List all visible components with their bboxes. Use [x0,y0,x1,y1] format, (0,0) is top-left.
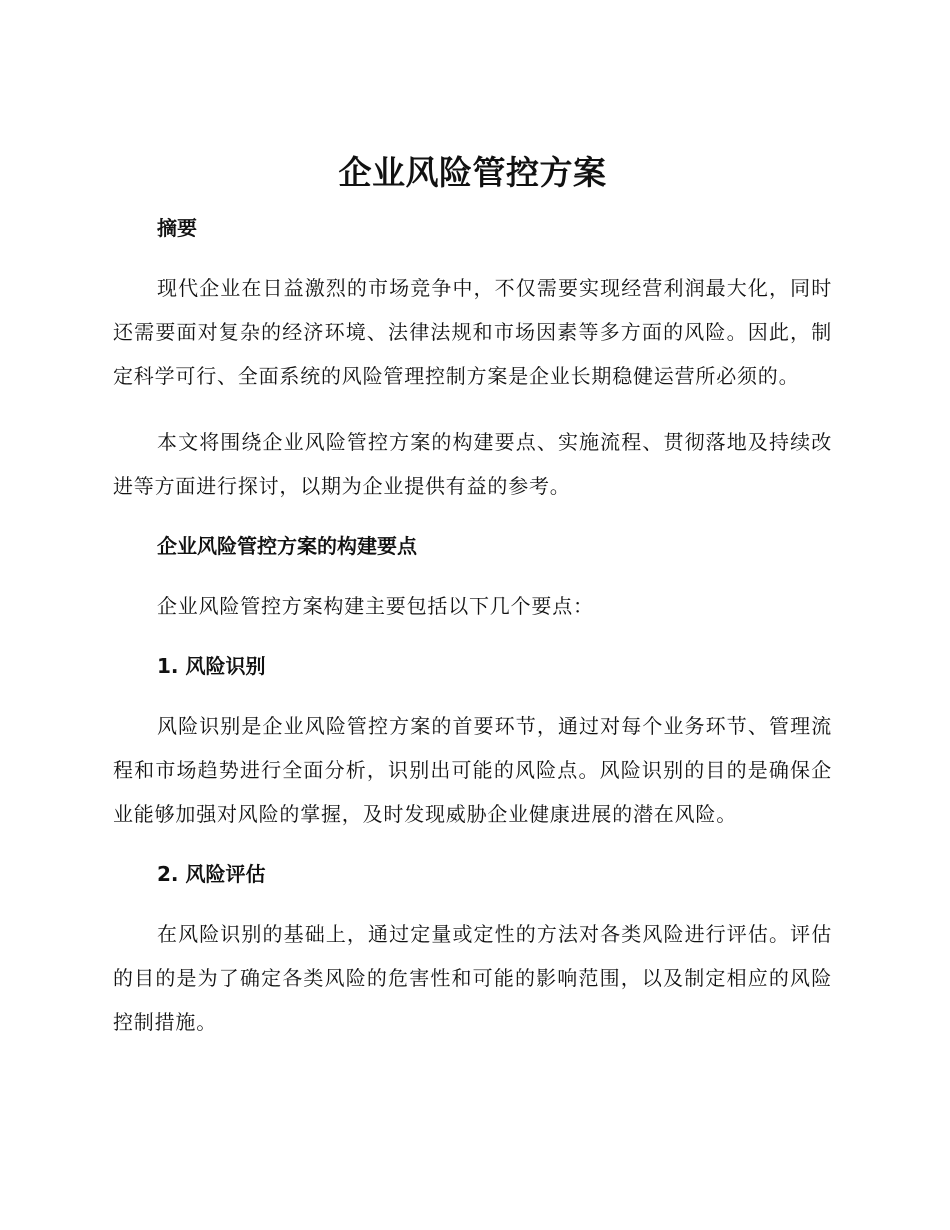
document-title: 企业风险管控方案 [338,153,607,192]
paragraph-abstract-1: 现代企业在日益激烈的市场竞争中，不仅需要实现经营利润最大化，同时还需要面对复杂的经济环境、法律法规和市场因素等多方面的风险。因此，制定科学可行、全面系统的风险管理控制方案是企业长期稳健运营所必须的。 [113,276,832,388]
section-heading-risk-assessment: 2. 风险评估 [157,862,266,886]
paragraph-risk-identification: 风险识别是企业风险管控方案的首要环节，通过对每个业务环节、管理流程和市场趋势进行全面分析，识别出可能的风险点。风险识别的目的是确保企业能够加强对风险的掌握，及时发现威胁企业健康进展的潜在风险。 [113,714,832,826]
paragraph-abstract-2: 本文将围绕企业风险管控方案的构建要点、实施流程、贯彻落地及持续改进等方面进行探讨，以期为企业提供有益的参考。 [113,430,832,498]
section-heading-abstract: 摘要 [157,216,197,240]
paragraph-key-points-intro: 企业风险管控方案构建主要包括以下几个要点： [157,594,594,618]
section-heading-key-points: 企业风险管控方案的构建要点 [157,534,417,558]
paragraph-risk-assessment: 在风险识别的基础上，通过定量或定性的方法对各类风险进行评估。评估的目的是为了确定各类风险的危害性和可能的影响范围，以及制定相应的风险控制措施。 [113,922,832,1034]
section-heading-risk-identification: 1. 风险识别 [157,654,266,678]
